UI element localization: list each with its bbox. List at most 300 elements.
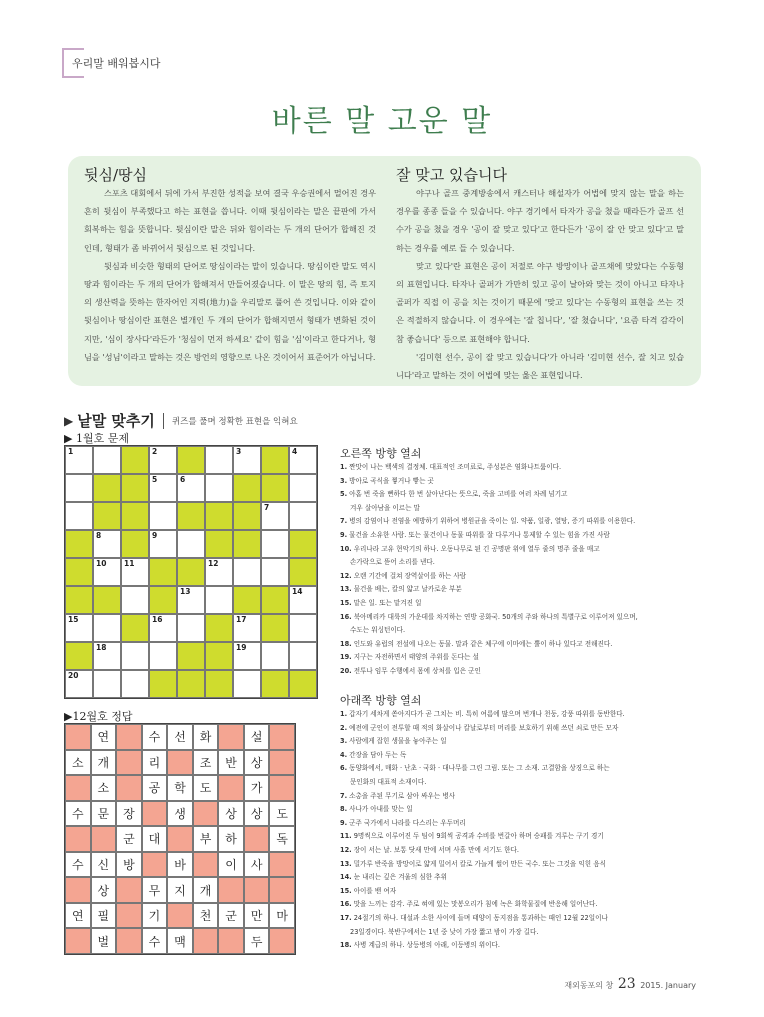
clue-item [340, 912, 710, 926]
answer-shaded-cell [218, 877, 244, 903]
answer-shaded-cell [193, 801, 219, 827]
clue-item-text: 지구는 자전하면서 태양의 주위를 돈다는 설 [353, 653, 479, 662]
clue-item-text: 짠맛이 나는 백색의 결정체. 대표적인 조미료로, 주성분은 염화나트륨이다. [349, 463, 562, 471]
answer-shaded-cell [269, 775, 295, 801]
answer-letter: 상 [97, 883, 110, 898]
clue-item-text: 동양화에서, 매화 · 난초 · 국화 · 대나무를 그린 그림. 또는 그 소재. 고결함을 상징으로 하는 [349, 764, 610, 773]
puzzle-heading: 낱말 맞추기 [77, 412, 155, 430]
answer-letter: 신 [97, 858, 110, 873]
answer-letter: 문 [97, 806, 110, 821]
answer-letter: 반 [225, 755, 237, 770]
answer-letter: 공 [148, 781, 161, 796]
magazine-name: 재외동포의 창 [564, 981, 614, 990]
clue-item-number: 5. [340, 490, 348, 499]
clue-item-text: 맡은 일. 또는 맡겨진 일 [353, 598, 422, 607]
clue-item [340, 885, 710, 899]
answer-letter-cell [142, 775, 168, 801]
answer-letter: 소 [97, 781, 110, 796]
answer-letter-cell [167, 852, 193, 878]
answer-letter-cell [142, 903, 168, 929]
answer-letter: 개 [97, 755, 110, 770]
puzzle-blank-cell[interactable] [233, 670, 261, 698]
answer-letter-cell [244, 775, 270, 801]
answer-letter-cell [269, 903, 295, 929]
answer-letter: 만 [250, 909, 263, 924]
puzzle-blank-cell[interactable] [205, 586, 233, 614]
puzzle-shaded-cell [149, 558, 177, 586]
clue-number: 9 [152, 531, 158, 540]
puzzle-shaded-cell [205, 530, 233, 558]
answer-letter: 천 [199, 909, 212, 924]
puzzle-shaded-cell [65, 642, 93, 670]
answer-letter-cell [193, 826, 219, 852]
answer-letter: 벌 [97, 934, 110, 949]
clue-item-text: 맛을 느끼는 감각. 주로 혀에 있는 맛봉오리가 침에 녹은 화학물질에 반응해 일어난다. [353, 900, 598, 909]
puzzle-shaded-cell [93, 474, 121, 502]
across-clues-list [340, 461, 710, 679]
puzzle-shaded-cell [177, 558, 205, 586]
clue-number: 10 [96, 559, 107, 568]
puzzle-blank-cell[interactable] [289, 642, 317, 670]
answer-letter-cell [142, 928, 168, 954]
answer-label: ▶12월호 정답 [64, 710, 133, 723]
answer-shaded-cell [269, 750, 295, 776]
clue-item [340, 803, 710, 817]
clue-item [340, 939, 710, 953]
puzzle-shaded-cell [233, 586, 261, 614]
clue-item-number: 7. [340, 517, 348, 526]
answer-letter: 이 [225, 858, 237, 873]
clue-number: 19 [236, 643, 247, 652]
answer-letter: 수 [71, 858, 84, 873]
answer-letter: 군 [225, 909, 237, 924]
answer-letter-cell [244, 928, 270, 954]
answer-letter: 수 [148, 730, 161, 745]
puzzle-blank-cell[interactable] [205, 474, 233, 502]
answer-letter-cell [65, 903, 91, 929]
puzzle-blank-cell[interactable] [289, 586, 317, 614]
left-article-body [84, 184, 376, 366]
clue-number: 12 [208, 559, 219, 568]
puzzle-blank-cell[interactable] [149, 614, 177, 642]
clue-item-text: 아홉 번 죽을 뻔하다 한 번 살아난다는 뜻으로, 죽을 고비를 여러 차례 넘기고 [349, 490, 568, 499]
answer-letter: 하 [225, 832, 237, 847]
answer-letter: 바 [174, 858, 186, 873]
clue-number: 15 [68, 615, 79, 624]
answer-shaded-cell [65, 826, 91, 852]
answer-letter-cell [193, 750, 219, 776]
clue-item [340, 638, 710, 652]
clue-item-number: 11. [340, 832, 352, 841]
answer-letter-cell [91, 724, 117, 750]
clue-item-number: 15. [340, 886, 352, 895]
clue-item-number: 15. [340, 598, 352, 607]
puzzle-blank-cell[interactable] [233, 642, 261, 670]
answer-shaded-cell [193, 928, 219, 954]
clue-continuation: 문인화의 대표적 소재이다. [350, 777, 427, 786]
puzzle-blank-cell[interactable] [177, 586, 205, 614]
clue-item-number: 1. [340, 463, 348, 471]
answer-letter: 부 [199, 832, 212, 847]
answer-letter-cell [167, 877, 193, 903]
puzzle-shaded-cell [205, 670, 233, 698]
answer-letter-cell [244, 903, 270, 929]
puzzle-shaded-cell [233, 502, 261, 530]
answer-shaded-cell [244, 826, 270, 852]
clue-item-number: 16. [340, 900, 352, 909]
answer-letter-cell [218, 826, 244, 852]
answer-letter-cell [65, 852, 91, 878]
clue-number: 11 [124, 559, 135, 568]
puzzle-blank-cell[interactable] [93, 642, 121, 670]
puzzle-blank-cell[interactable] [93, 446, 121, 474]
clue-item [340, 543, 710, 557]
answer-letter: 리 [148, 755, 161, 770]
answer-letter-cell [193, 877, 219, 903]
answer-shaded-cell [269, 724, 295, 750]
clue-item [340, 844, 710, 858]
puzzle-blank-cell[interactable] [261, 558, 289, 586]
puzzle-shaded-cell [65, 586, 93, 614]
puzzle-shaded-cell [65, 530, 93, 558]
answer-letter: 수 [71, 806, 84, 821]
clue-item-text: 우리나라 고유 현악기의 하나. 오동나무로 된 긴 공명판 위에 열두 줄의 명주 줄을 매고 [353, 544, 600, 553]
clue-item-number: 14. [340, 873, 352, 882]
puzzle-shaded-cell [149, 670, 177, 698]
clue-item-text: 군주 국가에서 나라를 다스리는 우두머리 [349, 818, 466, 827]
answer-letter-cell [218, 852, 244, 878]
puzzle-blank-cell[interactable] [93, 558, 121, 586]
puzzle-blank-cell[interactable] [261, 642, 289, 670]
heading-divider [163, 413, 164, 429]
clue-number: 2 [152, 447, 158, 456]
puzzle-blank-cell[interactable] [65, 614, 93, 642]
puzzle-blank-cell[interactable] [289, 474, 317, 502]
clue-continuation: 수도는 워싱턴이다. [350, 626, 406, 635]
answer-letter: 상 [250, 806, 263, 821]
puzzle-blank-cell[interactable] [121, 670, 149, 698]
answer-shaded-cell [142, 801, 168, 827]
puzzle-blank-cell[interactable] [289, 446, 317, 474]
puzzle-blank-cell[interactable] [233, 558, 261, 586]
puzzle-blank-cell[interactable] [149, 530, 177, 558]
clue-item-text: 아이를 밴 여자 [353, 886, 397, 895]
answer-letter: 마 [276, 909, 288, 924]
down-clues-list [340, 708, 710, 953]
clue-item-number: 2. [340, 723, 348, 732]
puzzle-blank-cell[interactable] [93, 614, 121, 642]
puzzle-shaded-cell [121, 446, 149, 474]
answer-letter-cell [65, 750, 91, 776]
answer-letter: 수 [148, 934, 161, 949]
right-paragraph: 맞고 있다'란 표현은 공이 저절로 야구 방망이나 골프채에 맞았다는 수동형의 표현입니다. 타자나 골퍼가 가만히 있고 공이 날아와 맞는 것이 아니고 타자나 골퍼가 직접 이 공을 치는 것이기 때문에 '맞고 있다'는 수동형의 표현을 쓰는 것은 적절하지 않습니다. 이 경우에는 '잘 칩니다', '잘 쳤습니다', '요즘 타격 감각이 참 좋습니다' 등으로 표현해야 합니다. [396, 260, 684, 344]
answer-letter-cell [218, 801, 244, 827]
puzzle-shaded-cell [233, 474, 261, 502]
answer-letter-cell [193, 724, 219, 750]
puzzle-shaded-cell [205, 502, 233, 530]
clue-item-number: 7. [340, 791, 348, 800]
clue-item-text: 인도와 유럽의 전설에 나오는 동물. 말과 같은 체구에 이마에는 뿔이 하나 있다고 전해진다. [353, 639, 613, 648]
clue-continuation: 손가락으로 뜯어 소리를 낸다. [350, 558, 435, 567]
clue-item [340, 898, 710, 912]
answer-shaded-cell [116, 724, 142, 750]
crossword-answer-grid [64, 723, 296, 955]
puzzle-shaded-cell [177, 446, 205, 474]
clue-item-number: 12. [340, 845, 352, 854]
puzzle-shaded-cell [121, 530, 149, 558]
answer-letter-cell [91, 750, 117, 776]
page-footer [564, 976, 696, 992]
puzzle-blank-cell[interactable] [177, 614, 205, 642]
clue-item [340, 830, 710, 844]
answer-shaded-cell [269, 852, 295, 878]
answer-letter-cell [91, 801, 117, 827]
answer-letter: 가 [250, 781, 263, 796]
answer-letter: 상 [250, 755, 263, 770]
puzzle-shaded-cell [289, 558, 317, 586]
clue-item-number: 1. [340, 710, 348, 718]
clue-item-number: 8. [340, 805, 348, 814]
answer-shaded-cell [116, 903, 142, 929]
clue-item-number: 13. [340, 859, 352, 868]
clue-item-text: 밀가루 반죽을 방망이로 얇게 밀어서 칼로 가늘게 썰어 만든 국수. 또는 그것을 익힌 음식 [353, 859, 606, 868]
clue-item [340, 708, 710, 722]
clue-item-number: 19. [340, 653, 352, 662]
puzzle-shaded-cell [93, 586, 121, 614]
clue-item-number: 18. [340, 639, 352, 648]
answer-letter: 조 [199, 755, 212, 770]
puzzle-blank-cell[interactable] [205, 558, 233, 586]
puzzle-blank-cell[interactable] [149, 502, 177, 530]
puzzle-shaded-cell [261, 474, 289, 502]
answer-letter: 두 [250, 934, 263, 949]
puzzle-blank-cell[interactable] [93, 670, 121, 698]
puzzle-shaded-cell [177, 642, 205, 670]
puzzle-shaded-cell [289, 670, 317, 698]
puzzle-shaded-cell [205, 614, 233, 642]
clue-item [340, 570, 710, 584]
answer-letter: 연 [97, 730, 110, 745]
answer-letter-cell [193, 775, 219, 801]
puzzle-blank-cell[interactable] [233, 614, 261, 642]
answer-letter-cell [65, 801, 91, 827]
answer-letter-cell [167, 928, 193, 954]
right-paragraph: '김미현 선수, 공이 잘 맞고 있습니다'가 아니라 '김미현 선수, 잘 치고 있습니다'라고 말하는 것이 어법에 맞는 옳은 표현입니다. [396, 351, 684, 381]
puzzle-blank-cell[interactable] [65, 446, 93, 474]
puzzle-blank-cell[interactable] [121, 642, 149, 670]
clue-item-text: 9명씩으로 이루어진 두 팀이 9회씩 공격과 수비를 번갈아 하며 승패를 겨루는 구기 경기 [353, 832, 604, 841]
puzzle-blank-cell[interactable] [289, 614, 317, 642]
answer-shaded-cell [167, 903, 193, 929]
answer-letter-cell [116, 801, 142, 827]
clue-item-text: 병의 감염이나 전염을 예방하기 위하여 병원균을 죽이는 일. 약품, 일광, 열탕, 증기 따위를 이용한다. [349, 517, 636, 526]
answer-letter-cell [167, 724, 193, 750]
answer-letter: 맥 [174, 934, 186, 949]
puzzle-blank-cell[interactable] [149, 446, 177, 474]
clue-item-text: 사람에게 잡힌 생물을 놓아주는 일 [349, 737, 447, 746]
answer-letter: 설 [250, 730, 263, 745]
answer-letter-cell [91, 775, 117, 801]
clue-item [340, 488, 710, 502]
clue-item-text: 사병 계급의 하나. 상등병의 아래, 이등병의 위이다. [353, 941, 500, 950]
right-article-heading: 잘 맞고 있습니다 [396, 166, 507, 184]
clue-item-text: 소총을 주된 무기로 삼아 싸우는 병사 [349, 791, 456, 800]
puzzle-shaded-cell [205, 642, 233, 670]
puzzle-blank-cell[interactable] [233, 446, 261, 474]
answer-letter: 대 [148, 832, 161, 847]
clue-item-text: 전투나 임무 수행에서 몸에 상처를 입은 군인 [353, 666, 481, 675]
clue-item-number: 20. [340, 666, 352, 675]
answer-letter-cell [244, 750, 270, 776]
left-paragraph: 뒷심과 비슷한 형태의 단어로 땅심이라는 말이 있습니다. 땅심이란 말도 역시 땅과 힘이라는 두 개의 단어가 합해져서 만들어졌습니다. 이 말은 땅의 힘, 즉 토지의 생산력을 뜻하는 한자어인 지력(地力)을 우리말로 풀어 쓴 것입니다. 이와 같이 뒷심이나 땅심이란 표현은 별개인 두 개의 단어가 합해지면서 형태가 변화된 것이지만, '심이 장사다'라든가 '청심이 먼저 하세요' 같이 힘을 '심'이라고 한다거나, 형님을 '성님'이라고 말하는 것은 방언의 영향으로 나온 것이어서 표준어가 아닙니다. [84, 260, 376, 362]
puzzle-blank-cell[interactable] [65, 670, 93, 698]
answer-letter-cell [244, 852, 270, 878]
answer-letter: 무 [148, 883, 161, 898]
clue-item [340, 665, 710, 679]
clue-item-text: 24절기의 하나. 대설과 소한 사이에 들며 태양이 동지점을 통과하는 때인 12월 22일이나 [353, 913, 608, 922]
answer-letter: 소 [71, 755, 84, 770]
clue-item-number: 9. [340, 530, 348, 539]
puzzle-blank-cell[interactable] [121, 558, 149, 586]
answer-shaded-cell [218, 775, 244, 801]
answer-letter-cell [193, 903, 219, 929]
answer-letter: 도 [276, 806, 288, 821]
clue-number: 4 [292, 447, 298, 456]
clue-item [340, 597, 710, 611]
puzzle-blank-cell[interactable] [65, 474, 93, 502]
clue-continuation: 겨우 살아남을 이르는 말 [350, 503, 420, 512]
puzzle-shaded-cell [261, 586, 289, 614]
clue-item-text: 방아로 곡식을 찧거나 빻는 곳 [349, 476, 434, 485]
clue-number: 7 [264, 503, 270, 512]
answer-shaded-cell [65, 724, 91, 750]
clue-number: 17 [236, 615, 247, 624]
answer-letter: 필 [97, 909, 110, 924]
clue-item-number: 17. [340, 913, 352, 922]
clue-item-number: 13. [340, 585, 352, 594]
answer-letter: 군 [123, 832, 135, 847]
answer-shaded-cell [244, 877, 270, 903]
answer-letter: 개 [199, 883, 212, 898]
puzzle-shaded-cell [121, 614, 149, 642]
answer-letter: 도 [199, 781, 212, 796]
clue-number: 1 [68, 447, 74, 456]
clue-number: 16 [152, 615, 163, 624]
clue-item [340, 461, 710, 475]
clue-item-text: 사나가 아내를 맞는 일 [349, 805, 413, 814]
page-title: 바른 말 고운 말 [271, 104, 493, 139]
answer-letter-cell [142, 826, 168, 852]
puzzle-shaded-cell [177, 670, 205, 698]
answer-letter-cell [218, 750, 244, 776]
clue-item [340, 858, 710, 872]
clue-item-number: 9. [340, 818, 348, 827]
puzzle-shaded-cell [233, 530, 261, 558]
answer-shaded-cell [65, 775, 91, 801]
answer-letter: 기 [148, 909, 161, 924]
answer-letter-cell [244, 801, 270, 827]
answer-letter: 장 [123, 806, 135, 821]
clue-item [340, 790, 710, 804]
answer-letter-cell [142, 724, 168, 750]
answer-shaded-cell [269, 877, 295, 903]
answer-shaded-cell [91, 826, 117, 852]
answer-shaded-cell [116, 775, 142, 801]
clue-item [340, 735, 710, 749]
puzzle-shaded-cell [65, 558, 93, 586]
clue-item [340, 515, 710, 529]
answer-letter-cell [116, 852, 142, 878]
answer-letter: 연 [71, 909, 84, 924]
answer-shaded-cell [116, 750, 142, 776]
right-article-body [396, 184, 684, 384]
answer-shaded-cell [193, 852, 219, 878]
series-label-text: 우리말 배워봅시다 [72, 57, 161, 70]
clue-item [340, 583, 710, 597]
clue-item [340, 749, 710, 763]
puzzle-blank-cell[interactable] [93, 530, 121, 558]
answer-letter-cell [116, 826, 142, 852]
puzzle-shaded-cell [261, 614, 289, 642]
left-paragraph: 스포츠 대회에서 뒤에 가서 부진한 성적을 보여 결국 우승권에서 멀어진 경우 흔히 뒷심이 부족했다고 하는 표현을 씁니다. 이때 뒷심이라는 말은 끝판에 가서 회복하는 힘을 뜻합니다. 뒷심이란 말은 뒤와 힘이라는 두 개의 단어가 합해진 것인데, 형태가 좀 바뀌어서 뒷심으로 된 것입니다. [84, 188, 376, 253]
clue-item [340, 529, 710, 543]
clue-item-text: 예전에 군인이 전투할 때 적의 화살이나 칼날로부터 머리를 보호하기 위해 쓰던 쇠로 만든 모자 [349, 723, 619, 732]
puzzle-shaded-cell [93, 502, 121, 530]
clue-item [340, 611, 710, 625]
clue-item-text: 눈 내리는 깊은 겨울의 심한 추위 [353, 873, 447, 882]
issue-date: 2015. January [640, 981, 696, 990]
clue-item-number: 18. [340, 941, 352, 950]
right-paragraph: 야구나 골프 중계방송에서 캐스터나 해설자가 어법에 맞지 않는 말을 하는 경우를 종종 들을 수 있습니다. 야구 경기에서 타자가 공을 쳤을 때라든가 골프 선수가 공을 쳤을 경우 '공이 잘 맞고 있다'고 한다든가 '공이 잘 안 맞고 있다'고 말하는 경우를 예로 들 수 있습니다. [396, 188, 684, 253]
clue-item-text: 북아메리카 대륙의 가운데를 차지하는 연방 공화국. 50개의 주와 하나의 특별구로 이루어져 있으며, [353, 612, 638, 621]
clue-number: 3 [236, 447, 242, 456]
across-clues-heading: 오른쪽 방향 열쇠 [340, 447, 422, 460]
clue-continuation: 23일경이다. 북반구에서는 1년 중 낮이 가장 짧고 밤이 가장 길다. [350, 927, 539, 936]
puzzle-blank-cell[interactable] [261, 502, 289, 530]
puzzle-blank-cell[interactable] [261, 530, 289, 558]
puzzle-blank-cell[interactable] [289, 502, 317, 530]
answer-letter-cell [91, 903, 117, 929]
answer-letter: 화 [199, 730, 212, 745]
puzzle-blank-cell[interactable] [205, 446, 233, 474]
clue-item-number: 3. [340, 476, 348, 485]
clue-item-text: 물건을 소유한 사람. 또는 물건이나 동물 따위를 잘 다루거나 통제할 수 있는 힘을 가진 사람 [349, 530, 610, 539]
puzzle-blank-cell[interactable] [177, 474, 205, 502]
puzzle-blank-cell[interactable] [65, 502, 93, 530]
series-label [62, 50, 161, 76]
answer-shaded-cell [167, 826, 193, 852]
clue-item-number: 10. [340, 544, 352, 553]
answer-letter-cell [91, 928, 117, 954]
clue-number: 13 [180, 587, 191, 596]
answer-shaded-cell [116, 877, 142, 903]
puzzle-label: ▶ 1월호 문제 [64, 432, 129, 445]
puzzle-shaded-cell [149, 586, 177, 614]
puzzle-shaded-cell [121, 474, 149, 502]
answer-letter-cell [167, 801, 193, 827]
puzzle-blank-cell[interactable] [121, 586, 149, 614]
answer-shaded-cell [269, 928, 295, 954]
clue-item [340, 475, 710, 489]
puzzle-blank-cell[interactable] [149, 474, 177, 502]
answer-letter: 방 [123, 858, 135, 873]
answer-letter-cell [244, 724, 270, 750]
puzzle-blank-cell[interactable] [149, 642, 177, 670]
puzzle-blank-cell[interactable] [177, 530, 205, 558]
triangle-icon: ▶ [64, 413, 74, 428]
answer-letter-cell [167, 775, 193, 801]
answer-shaded-cell [65, 877, 91, 903]
